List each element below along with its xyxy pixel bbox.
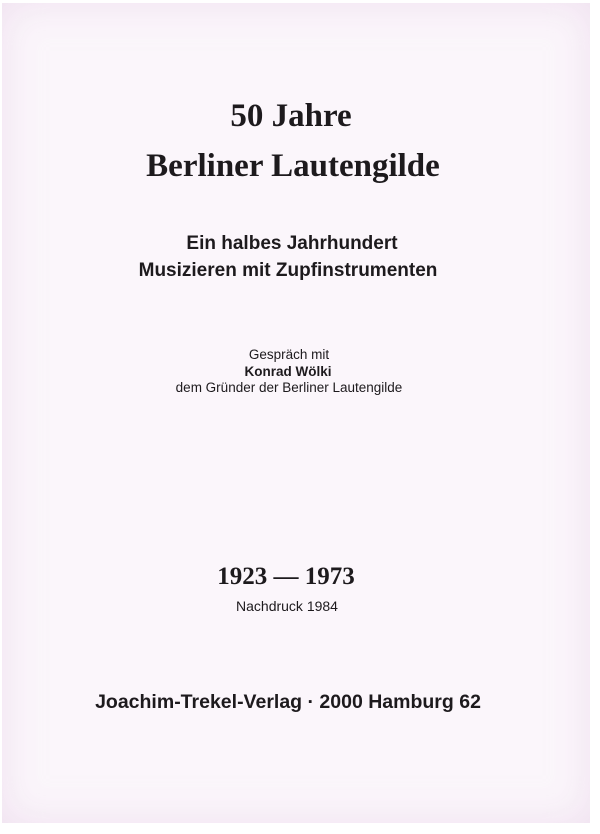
title-line-1: 50 Jahre [230,98,352,134]
publisher-line: Joachim-Trekel-Verlag · 2000 Hamburg 62 [95,691,481,713]
year-range: 1923 — 1973 [217,563,355,590]
reprint-note: Nachdruck 1984 [236,598,338,614]
interview-intro: Gespräch mit [248,347,330,362]
interview-name: Konrad Wölki [244,364,332,379]
title-page [2,3,590,823]
subtitle-line-2: Musizieren mit Zupfinstrumenten [138,260,438,281]
subtitle-line-1: Ein halbes Jahrhundert [186,233,398,254]
title-line-2: Berliner Lautengilde [146,148,440,184]
interview-description: dem Gründer der Berliner Lautengilde [175,380,403,395]
